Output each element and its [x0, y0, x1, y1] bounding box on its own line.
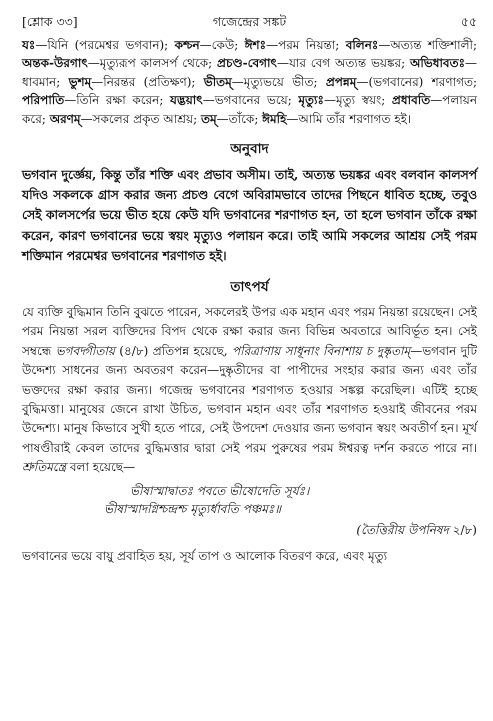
- purport-text: বলা হয়েছে—: [66, 460, 136, 475]
- purport-text: যে ব্যক্তি বুদ্ধিমান তিনি বুঝতে পারেন, সকলেরই উপর এক মহান এবং পরম নিয়ন্তা রয়েছেন। সেই পরম নিয়ন্তা সরল ব্যক্তিদের বিপদ থেকে রক্ষা করার জন্য বিভিন্ন অবতারে আবির্ভূত হন। সেই সম্বন্ধে: [22, 305, 477, 358]
- verse-line: ভীষাস্মাদগ্নিশ্চন্দ্রশ্চ মৃত্যুর্ধাবতি পঞ্চমঃ॥: [104, 502, 282, 517]
- synonym-word: ভীতম্: [203, 74, 232, 89]
- synonym-word: পরিপাতি: [22, 93, 65, 108]
- page-number: ৫৫: [460, 14, 477, 29]
- quoted-verse: [22, 482, 477, 519]
- synonym-word: অন্তক-উরগাৎ: [22, 56, 88, 71]
- synonym-meaning: মৃত্যুভয়ে ভীত: [243, 74, 314, 89]
- scripture-name-shruti: শ্রুতিমন্ত্রে: [22, 460, 67, 475]
- synonym-meaning: (ভগবানের) শরণাগত: [368, 74, 473, 89]
- synonym-meaning: মৃত্যু স্বয়ং: [335, 93, 382, 108]
- gita-quote: পরিত্রাণায় সাধূনাং বিনাশায় চ দুষ্কৃতাম্: [232, 343, 411, 358]
- purport-text: —ভগবান দুটি উদ্দেশ্য সাধনের জন্য অবতরণ করেন—দুষ্কৃতীদের বা পাপীদের সংহার করার জন্য এবং তাঁর ভক্তদের রক্ষা করার জন্য। গজেন্দ্র ভগবানের শরণাগত হওয়ার সঙ্কল্প করেছিল। এটিই হচ্ছে বুদ্ধিমত্তা। মানুষের জেনে রাখা উচিত, ভগবান মহান এবং তাঁর শরণাগত হওয়াই জীবনের পরম উদ্দেশ্য। মানুষ কিভাবে সুখী হতে পারে, সেই উপদেশ দেওয়ার জন্য ভগবান স্বয়ং অবতীর্ণ হন। মূর্খ পাষণ্ডীরাই কেবল তাদের বুদ্ধিমত্তার দ্বারা সেই পরম পুরুষের পরম ঈশ্বরত্ব দর্শন করতে পারে না।: [22, 343, 477, 455]
- synonym-word: ঈমহি: [262, 111, 287, 126]
- synonym-meaning: যিনি (পরমেশ্বর ভগবান): [47, 38, 165, 52]
- synonym-meaning: তাঁকে: [228, 111, 255, 126]
- synonym-word: যঃ: [22, 38, 36, 52]
- synonym-meaning: যার বেগ অত্যন্ত ভয়ঙ্কর: [288, 56, 402, 71]
- synonym-word: কশ্চন: [174, 38, 200, 52]
- synonym-word: তম্: [200, 111, 217, 126]
- word-for-word-synonyms: যঃ—যিনি (পরমেশ্বর ভগবান); কশ্চন—কেউ; ঈশঃ—পরম নিয়ন্তা; বলিনঃ—অত্যন্ত শক্তিশালী; অন্তক-উরগাৎ—মৃত্যুরূপ কালসর্প থেকে; প্রচণ্ড-বেগাৎ—যার বেগ অত্যন্ত ভয়ঙ্কর; অভিধাবতঃ—ধাবমান; ভুশম্—নিরন্তর (প্রতিক্ষণ); ভীতম্—মৃত্যুভয়ে ভীত; প্রপন্নম্—(ভগবানের) শরণাগত; পরিপাতি—তিনি রক্ষা করেন; যদ্ভয়াৎ—ভগবানের ভয়ে; মৃত্যুঃ—মৃত্যু স্বয়ং; প্রধাবতি—পলায়ন করে; অরণম্—সকলের প্রকৃত আশ্রয়; তম্—তাঁকে; ঈমহি—আমি তাঁর শরণাগত হই।: [22, 38, 478, 126]
- synonym-meaning: মৃত্যুরূপ কালসর্প থেকে: [99, 56, 209, 71]
- verse-number-label: [শ্লোক ৩৩]: [22, 14, 78, 29]
- page-header: [22, 14, 477, 30]
- synonym-word: যদ্ভয়াৎ: [169, 93, 203, 108]
- synonym-meaning: কেউ: [211, 38, 235, 52]
- synonym-meaning: সকলের প্রকৃত আশ্রয়: [92, 111, 194, 126]
- translation-text: ভগবান দুর্জ্ঞেয়, কিন্তু তাঁর শক্তি এবং প্রভাব অসীম। তাই, অত্যন্ত ভয়ঙ্কর এবং বলবান কালসর্প যদিও সকলকে গ্রাস করার জন্য প্রচণ্ড বেগে অবিরামভাবে তাদের পিছনে ধাবিত হচ্ছে, তবুও সেই কালসর্পের ভয়ে ভীত হয়ে কেউ যদি ভগবানের শরণাগত হন, তা হলে ভগবান তাঁকে রক্ষা করেন, কারণ ভগবানের ভয়ে স্বয়ং মৃত্যুও পলায়ন করে। তাই আমি সকলের আশ্রয় সেই পরম শক্তিমান পরমেশ্বর ভগবানের শরণাগত হই।: [22, 167, 477, 263]
- synonym-word: প্রপন্নম্: [325, 74, 357, 89]
- synonym-word: প্রচণ্ড-বেগাৎ: [217, 56, 277, 71]
- purport-paragraph: [22, 303, 477, 478]
- synonym-meaning: তিনি রক্ষা করেন: [76, 93, 160, 108]
- chapter-title: গজেন্দ্রের সঙ্কট: [212, 14, 287, 29]
- synonym-meaning: ভগবানের ভয়ে: [214, 93, 288, 108]
- reference-source: (তৈত্তিরীয় উপনিষদ: [356, 522, 449, 537]
- synonym-meaning: আমি তাঁর শরণাগত হই।: [298, 111, 412, 126]
- synonym-word: প্রধাবতি: [391, 93, 431, 108]
- purport-text: (৪/৮) প্রতিপন্ন হয়েছে,: [114, 343, 232, 358]
- scripture-name-gita: ভগবদ্গীতায়: [55, 343, 115, 358]
- purport-continuation: ভগবানের ভয়ে বায়ু প্রবাহিত হয়, সূর্য তাপ ও আলোক বিতরণ করে, এবং মৃত্যু: [22, 548, 388, 563]
- synonym-meaning: পরম নিয়ন্তা: [278, 38, 336, 52]
- synonym-word: ভুশম্: [68, 74, 92, 89]
- synonym-word: মৃত্যুঃ: [298, 93, 324, 108]
- purport-heading: তাৎপর্য: [230, 279, 269, 296]
- translation-heading: অনুবাদ: [230, 141, 269, 158]
- synonym-word: অরণম্: [49, 111, 81, 126]
- synonym-meaning: নিরন্তর (প্রতিক্ষণ): [103, 74, 192, 89]
- synonym-word: ঈশঃ: [244, 38, 267, 52]
- synonym-word: বলিনঃ: [345, 38, 379, 52]
- synonym-meaning: ধাবমান: [22, 74, 57, 89]
- synonym-word: অভিধাবতঃ: [409, 56, 466, 71]
- synonym-meaning: পলায়ন করে: [22, 93, 478, 126]
- verse-reference: [22, 521, 477, 539]
- reference-number: ২/৮): [448, 522, 477, 537]
- synonym-meaning: অত্যন্ত শক্তিশালী: [390, 38, 473, 52]
- verse-line: ভীষাস্মাদ্বাতঃ পবতে ভীষোদেতি সূর্যঃ।: [130, 483, 310, 498]
